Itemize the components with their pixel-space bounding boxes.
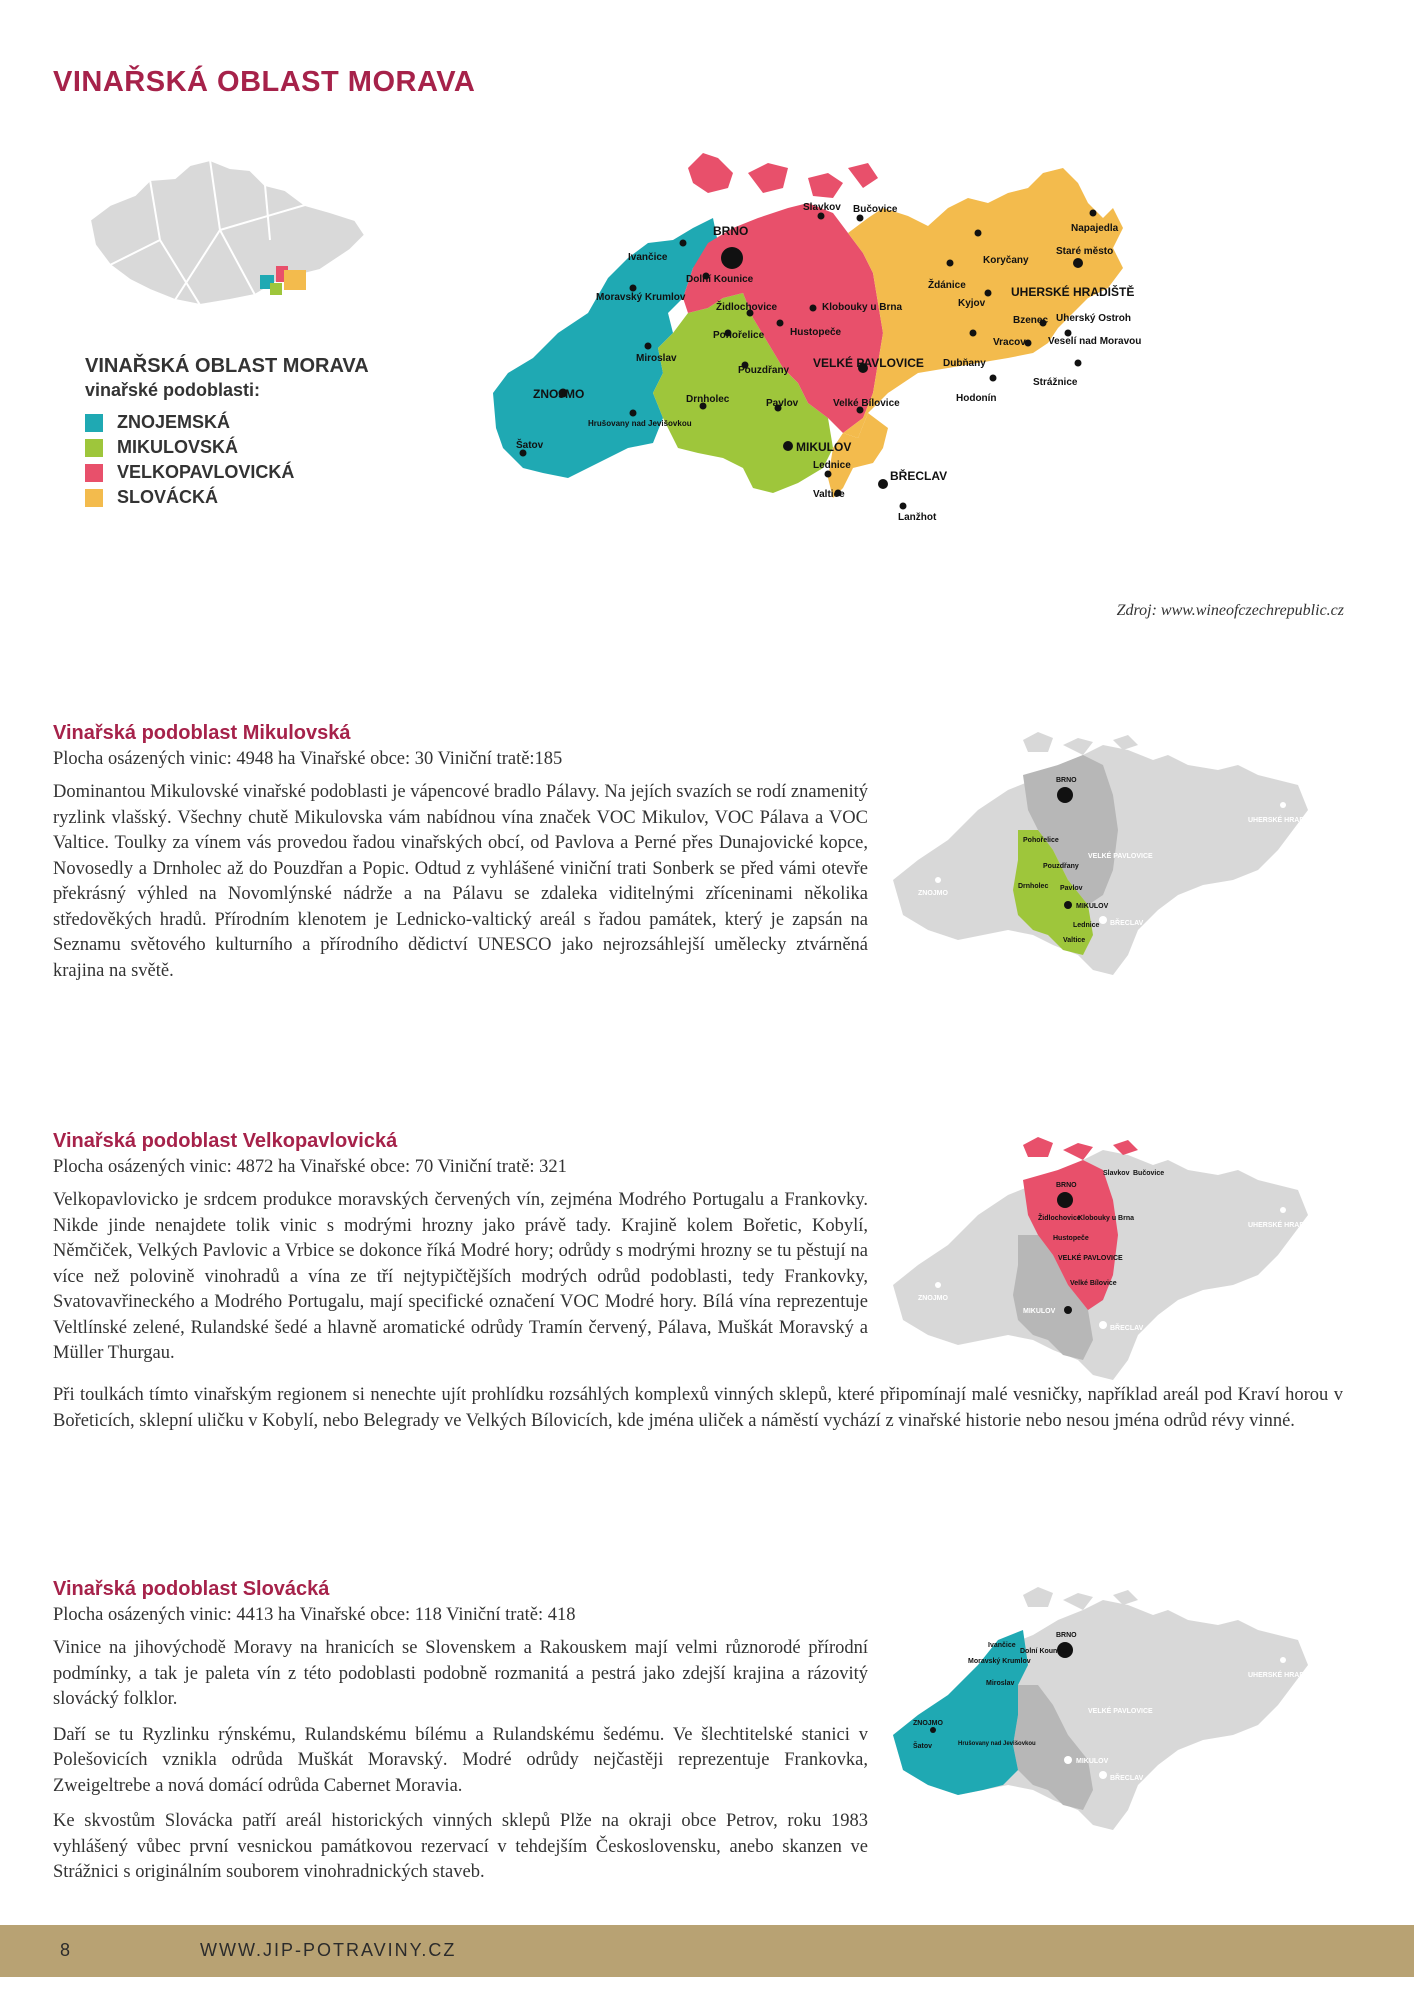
city-dot [985,290,992,297]
mini-label-dolni-kounice: Dolní Kounice [1020,1648,1068,1655]
mini-label-slavkov: Slavkov [1103,1170,1130,1177]
label-dubnany: Dubňany [943,358,986,369]
footer-url[interactable]: WWW.JIP-POTRAVINY.CZ [200,1940,457,1960]
mini-label-velke-pavlovice: VELKÉ PAVLOVICE [1058,1255,1123,1262]
label-uhersky-ostroh: Uherský Ostroh [1056,313,1132,324]
label-hodonin: Hodonín [956,393,997,404]
czech-outline [90,160,365,305]
mini-map-highlight [893,1630,1028,1795]
section-title: Vinařská podoblast Velkopavlovická [53,1130,398,1152]
legend-item [85,485,294,510]
label-bucovice: Bučovice [853,204,898,215]
legend-swatch [85,489,103,507]
mini-label-uherske-hradiste: UHERSKÉ HRADIŠTĚ [1248,1672,1320,1679]
mini-label-lednice: Lednice [1073,922,1100,929]
label-velke-bilovice: Velké Bílovice [833,398,900,409]
mini-label-znojmo: ZNOJMO [913,1720,943,1727]
mini-dot [935,877,941,883]
label-miroslav: Miroslav [636,353,677,364]
mini-label-moravsky-krumlov: Moravský Krumlov [968,1658,1031,1665]
mini-dot [1099,916,1107,924]
city-dot [630,285,637,292]
legend-label: ZNOJEMSKÁ [117,412,231,432]
mini-label-znojmo: ZNOJMO [918,1295,948,1302]
mini-label-ivancice: Ivančice [988,1642,1016,1649]
label-velke-pavlovice: VELKÉ PAVLOVICE [813,356,924,370]
label-pouzdrany: Pouzdřany [738,365,790,376]
mini-dot [935,1282,941,1288]
mini-label-velke-pavlovice: VELKÉ PAVLOVICE [1088,853,1153,860]
section-paragraph: Při toulkách tímto vinařským regionem si nenechte ujít prohlídku rozsáhlých komplexů vinných sklepů, které připomínají malé vesničky, například areál pod Kraví horou v Bořeticích, sklepní uličku v Kobylí, nebo Belegrady ve Velkých Bílovicích, kde jména uliček a náměstí vychází z vinařské historie nebo nesou jména odrůd révy vinné. [53,1385,1343,1431]
section-paragraph: Ke skvostům Slovácka patří areál historických vinných sklepů Plže na okraji obce Petrov, roku 1983 vyhlášený vůbec první vesnickou památkovou rezervací v tehdejším Československu, anebo skanzen ve Strážnici s originálním souborem vinohradnických staveb. [53,1811,868,1882]
city-dot [630,410,637,417]
mini-dot-brno [1057,787,1073,803]
mini-dot [1064,1756,1072,1764]
city-dot [990,375,997,382]
city-dot [1073,258,1083,268]
city-dot [970,330,977,337]
city-dot [1090,210,1097,217]
city-dot [857,215,864,222]
legend-item [85,410,294,435]
city-dot [975,230,982,237]
label-hustopece: Hustopeče [790,327,842,338]
moravia-map [488,148,1218,568]
label-uherske-hradiste: UHERSKÉ HRADIŠTĚ [1011,285,1135,299]
label-moravsky-krumlov: Moravský Krumlov [596,292,686,303]
mini-label-pouzdrany: Pouzdřany [1043,863,1079,870]
mini-label-breclav: BŘECLAV [1110,920,1144,927]
mini-map-velkopavlovicka [888,1135,1348,1400]
label-dolni-kounice: Dolní Kounice [686,274,754,285]
locator-slovacka [284,270,306,290]
legend-swatch [85,464,103,482]
section-slovacka [53,1578,868,1896]
mini-label-mikulov: MIKULOV [1076,903,1109,910]
mini-dot-brno [1057,1192,1073,1208]
label-lanzhot: Lanžhot [898,512,937,523]
mini-label-velke-pavlovice: VELKÉ PAVLOVICE [1088,1708,1153,1715]
locator-mikulovska [270,283,282,295]
city-dot [783,441,793,451]
section-stats: Plocha osázených vinic: 4413 ha Vinařské obce: 118 Viniční tratě: 418 [53,1605,576,1625]
mini-dot [1099,1321,1107,1329]
label-zidlochovice: Židlochovice [716,302,778,313]
map-source: Zdroj: www.wineofczechrepublic.cz [1116,602,1344,619]
city-dot [878,479,888,489]
mini-label-klobouky: Klobouky u Brna [1078,1215,1135,1222]
label-valtice: Valtice [813,489,845,500]
mini-label-miroslav: Miroslav [986,1680,1015,1687]
city-dot [810,305,817,312]
section-paragraph: Dominantou Mikulovské vinařské podoblasti je vápencové bradlo Pálavy. Na jejích svazích se rodí znamenitý ryzlink vlašský. Všechny chutě Mikulovska vám nabídnou vína značek VOC Mikulov, VOC Pálava a VOC Valtice. Toulky za vínem vás provedou řadou vinařských obcí, od Pavlova a Perné přes Dunajovické kopce, Novosedly a Drnholec až do Pouzdřan a Popic. Odtud z vyhlášené viniční trati Sonberk se před vámi otevře překrásný výhled na Novomlýnské nádrže a na Pálavu se zdaleka viditelnými zříceninami několika středověkých hradů. Přírodním klenotem je Lednicko-valtický areál s řadou památek, který je zapsán na Seznamu světového kulturního a přírodního dědictví UNESCO jako nejrozsáhlejší umělecky ztvárněná krajina na světě. [53,782,868,981]
label-slavkov: Slavkov [803,202,841,213]
legend-list [85,410,294,510]
mini-label-znojmo: ZNOJMO [918,890,948,897]
label-stare-mesto: Staré město [1056,246,1114,257]
section-mikulovska [53,722,868,994]
section-paragraph: Daří se tu Ryzlinku rýnskému, Rulandskému bílému a Rulandskému šedému. Ve šlechtitelské stanici v Polešovicích vznikla odrůda Muškát Moravský. Modré odrůdy nejčastěji reprezentuje Frankovka, Zweigeltrebe a nová domácí odrůda Cabernet Moravia. [53,1724,868,1796]
mini-label-bucovice: Bučovice [1133,1170,1165,1177]
mini-label-brno: BRNO [1056,1632,1077,1639]
mini-dot [930,1727,936,1733]
label-drnholec: Drnholec [686,394,730,405]
city-dot [947,260,954,267]
label-mikulov: MIKULOV [796,440,852,454]
section-title: Vinařská podoblast Mikulovská [53,722,351,744]
section-paragraph: Velkopavlovicko je srdcem produkce moravských červených vín, zejména Modrého Portugalu a Frankovky. Nikde jinde nenajdete tolik vinic s modrými hrozny jako právě tady. Krajině kolem Bořetic, Kobylí, Němčiček, Velkých Pavlovic a Vrbice se dokonce říká Modré hory; odrůdy s modrými hrozny se tu pěstují na více než polovině vinohradů a vína ze tří nejtypičtějších modrých odrůd podoblasti, tedy Frankovky, Svatovavřineckého a Modrého Portugalu, mají specifické označení VOC Modré hory. Bílá vína reprezentuje Veltlínské zelené, Rulandské šedé a hlavně aromatické odrůdy Tramín červený, Pálava, Muškát Moravský a Müller Thurgau. [53,1190,868,1363]
mini-dot [1099,1771,1107,1779]
legend-item [85,435,294,460]
mini-dot [1280,802,1286,808]
mini-dot [1280,1207,1286,1213]
label-straznice: Strážnice [1033,377,1078,388]
page-number: 8 [60,1940,71,1960]
section-paragraph: Vinice na jihovýchodě Moravy na hranicích se Slovenskem a Rakouskem mají velmi různorodé přírodní podmínky, a tak je paleta vín z této podoblasti podobně rozmanitá a pestrá jako zdejší krajina a rázovitý slovácký folklor. [53,1638,868,1709]
mini-label-hrusovany: Hrušovany nad Jevišovkou [958,1741,1036,1747]
mini-label-breclav: BŘECLAV [1110,1325,1144,1332]
label-veseli: Veselí nad Moravou [1048,336,1142,347]
section-stats: Plocha osázených vinic: 4948 ha Vinařské obce: 30 Viniční tratě:185 [53,749,563,769]
label-kyjov: Kyjov [958,298,986,309]
section-velkopavlovicka [53,1130,868,1377]
legend-swatch [85,414,103,432]
city-dot [1075,360,1082,367]
label-znojmo: ZNOJMO [533,387,585,401]
mini-label-hustopece: Hustopeče [1053,1235,1089,1242]
mini-dot [1064,1306,1072,1314]
label-pohorelice: Pohořelice [713,330,765,341]
section-stats: Plocha osázených vinic: 4872 ha Vinařské obce: 70 Viniční tratě: 321 [53,1157,567,1177]
legend-swatch [85,439,103,457]
city-dot [680,240,687,247]
label-vracov: Vracov [993,337,1026,348]
section-title: Vinařská podoblast Slovácká [53,1578,330,1600]
label-zdanice: Ždánice [928,280,966,291]
label-korycany: Koryčany [983,255,1029,266]
mini-label-mikulov: MIKULOV [1023,1308,1056,1315]
city-dot [825,471,832,478]
legend-label: MIKULOVSKÁ [117,437,238,457]
mini-label-breclav: BŘECLAV [1110,1775,1144,1782]
mini-map-slovacka [888,1585,1348,1850]
legend-subtitle: vinařské podoblasti: [85,380,261,400]
region-velkopavlovicka-north [688,153,878,198]
label-pavlov: Pavlov [766,398,799,409]
mini-label-velke-bilovice: Velké Bílovice [1070,1280,1117,1287]
city-dot [900,503,907,510]
legend-label: SLOVÁCKÁ [117,487,219,507]
page-title: VINAŘSKÁ OBLAST MORAVA [53,66,476,98]
label-hrusovany: Hrušovany nad Jevišovkou [588,419,692,428]
czech-locator-map [80,150,380,325]
mini-label-drnholec: Drnholec [1018,883,1049,890]
mini-dot [1064,901,1072,909]
legend-label: VELKOPAVLOVICKÁ [117,462,295,482]
label-lednice: Lednice [813,460,851,471]
label-ivancice: Ivančice [628,252,668,263]
mini-label-valtice: Valtice [1063,937,1086,944]
label-satov: Šatov [516,440,544,451]
mini-label-pohorelice: Pohořelice [1023,837,1059,844]
city-dot [777,320,784,327]
mini-label-zidlochovice: Židlochovice [1038,1215,1081,1222]
label-brno: BRNO [713,224,749,238]
mini-map-mikulovska [888,730,1348,995]
legend-title: VINAŘSKÁ OBLAST MORAVA [85,355,369,377]
label-bzenec: Bzenec [1013,315,1049,326]
label-klobouky: Klobouky u Brna [822,302,903,313]
mini-label-satov: Šatov [913,1743,933,1750]
city-dot-brno [721,247,743,269]
mini-dot [1280,1657,1286,1663]
mini-label-mikulov: MIKULOV [1076,1758,1109,1765]
mini-label-brno: BRNO [1056,1182,1077,1189]
mini-label-brno: BRNO [1056,777,1077,784]
city-dot [818,213,825,220]
mini-label-pavlov: Pavlov [1060,885,1083,892]
legend-item [85,460,294,485]
city-dot [645,343,652,350]
mini-label-uherske-hradiste: UHERSKÉ HRADIŠTĚ [1248,1222,1320,1229]
label-napajedla: Napajedla [1071,223,1119,234]
mini-label-uherske-hradiste: UHERSKÉ HRADIŠTĚ [1248,817,1320,824]
label-breclav: BŘECLAV [890,469,948,483]
